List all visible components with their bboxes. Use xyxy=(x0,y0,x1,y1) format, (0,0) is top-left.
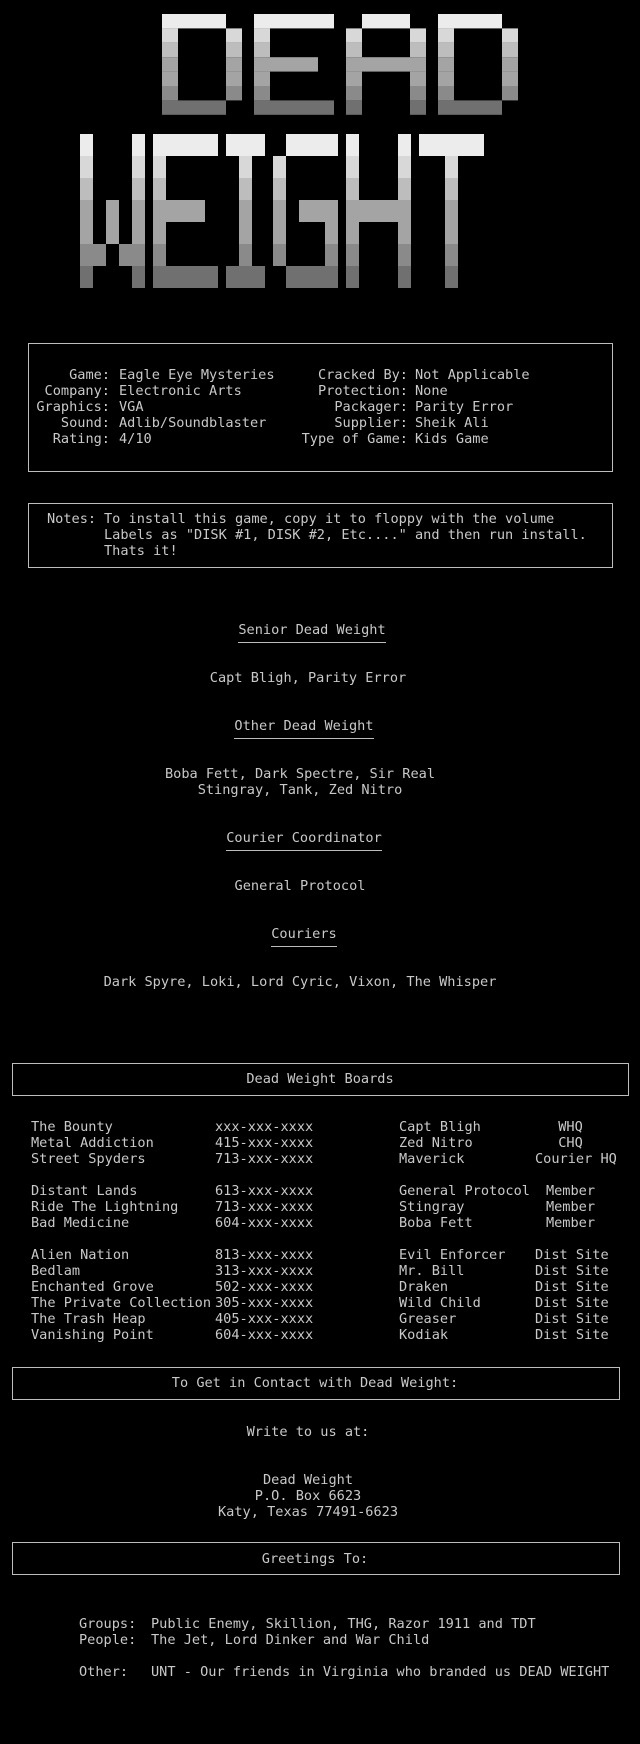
logo-pixel xyxy=(239,222,252,244)
logo-pixel xyxy=(346,28,362,42)
greeting-label: Other: xyxy=(79,1664,129,1680)
board-status: Member xyxy=(545,1183,596,1199)
logo-pixel xyxy=(239,266,252,288)
greeting-value: The Jet, Lord Dinker and War Child xyxy=(151,1632,430,1648)
logo-pixel xyxy=(385,200,398,222)
info-value: VGA xyxy=(119,399,144,415)
logo-pixel xyxy=(438,28,454,42)
logo-pixel xyxy=(273,200,286,222)
logo-pixel xyxy=(359,200,372,222)
logo-pixel xyxy=(166,134,179,156)
notes-label: Notes: xyxy=(47,511,97,527)
logo-pixel xyxy=(438,43,454,57)
logo-pixel xyxy=(132,156,145,178)
info-label: Type of Game: xyxy=(301,431,408,447)
logo-pixel xyxy=(346,134,359,156)
greeting-label: People: xyxy=(79,1632,137,1648)
board-status: WHQ xyxy=(558,1119,583,1135)
info-label: Sound: xyxy=(60,415,110,431)
info-label: Rating: xyxy=(52,431,110,447)
info-value: Kids Game xyxy=(415,431,489,447)
board-name: The Trash Heap xyxy=(31,1311,146,1327)
logo-pixel xyxy=(346,72,362,86)
logo-pixel xyxy=(394,14,410,28)
board-status: Member xyxy=(545,1199,596,1215)
logo-pixel xyxy=(410,72,426,86)
logo-pixel xyxy=(346,244,359,266)
logo-pixel xyxy=(438,86,454,100)
logo-pixel xyxy=(239,178,252,200)
logo-pixel xyxy=(80,266,93,288)
logo-pixel xyxy=(410,43,426,57)
logo-pixel xyxy=(445,266,458,288)
member-heading: Other Dead Weight xyxy=(234,718,373,739)
greeting-value: UNT - Our friends in Virginia who branded us DEAD WEIGHT xyxy=(151,1664,610,1680)
logo-pixel xyxy=(378,14,394,28)
logo-pixel xyxy=(210,14,226,28)
logo-pixel xyxy=(226,72,242,86)
logo-pixel xyxy=(239,134,252,156)
logo-pixel xyxy=(458,134,471,156)
logo-pixel xyxy=(470,14,486,28)
logo-pixel xyxy=(346,200,359,222)
logo-pixel xyxy=(239,156,252,178)
logo-pixel xyxy=(179,200,192,222)
info-label: Protection: xyxy=(317,383,408,399)
logo-pixel xyxy=(394,57,410,71)
board-sysop: Boba Fett xyxy=(399,1215,473,1231)
logo-pixel xyxy=(346,222,359,244)
info-value: Electronic Arts xyxy=(119,383,242,399)
board-name: Enchanted Grove xyxy=(31,1279,154,1295)
logo-pixel xyxy=(410,100,426,114)
logo-pixel xyxy=(179,266,192,288)
logo-pixel xyxy=(226,86,242,100)
info-label: Game: xyxy=(69,367,110,383)
logo-pixel xyxy=(153,200,166,222)
board-name: Vanishing Point xyxy=(31,1327,154,1343)
logo-pixel xyxy=(438,100,454,114)
logo-pixel xyxy=(106,222,119,244)
logo-pixel xyxy=(486,100,502,114)
logo-pixel xyxy=(132,266,145,288)
member-heading-row xyxy=(0,718,624,739)
info-label: Packager: xyxy=(334,399,408,415)
logo-pixel xyxy=(346,156,359,178)
logo-pixel xyxy=(80,200,93,222)
logo-pixel xyxy=(502,43,518,57)
logo-pixel xyxy=(471,134,484,156)
logo-pixel xyxy=(239,244,252,266)
logo-pixel xyxy=(252,134,265,156)
logo-pixel xyxy=(445,200,458,222)
logo-pixel xyxy=(346,100,362,114)
logo-pixel xyxy=(166,200,179,222)
logo-pixel xyxy=(132,134,145,156)
logo-pixel xyxy=(470,100,486,114)
logo-pixel xyxy=(398,222,411,244)
logo-pixel xyxy=(132,178,145,200)
logo-pixel xyxy=(194,14,210,28)
logo-pixel xyxy=(454,100,470,114)
board-phone: 613-xxx-xxxx xyxy=(215,1183,314,1199)
board-status: Dist Site xyxy=(535,1279,609,1295)
info-label: Graphics: xyxy=(36,399,110,415)
logo-pixel xyxy=(286,266,299,288)
board-sysop: Capt Bligh xyxy=(399,1119,481,1135)
logo-pixel xyxy=(254,100,270,114)
board-phone: 405-xxx-xxxx xyxy=(215,1311,314,1327)
logo-pixel xyxy=(80,244,93,266)
logo-pixel xyxy=(254,86,270,100)
logo-pixel xyxy=(325,222,338,244)
logo-pixel xyxy=(362,14,378,28)
greeting-label: Groups: xyxy=(79,1616,137,1632)
logo-pixel xyxy=(270,14,286,28)
logo-pixel xyxy=(445,244,458,266)
logo-pixel xyxy=(445,156,458,178)
logo-pixel xyxy=(372,200,385,222)
board-name: Metal Addiction xyxy=(31,1135,154,1151)
logo-pixel xyxy=(254,43,270,57)
logo-pixel xyxy=(312,200,325,222)
board-phone: 713-xxx-xxxx xyxy=(215,1151,314,1167)
logo-pixel xyxy=(166,266,179,288)
logo-pixel xyxy=(410,86,426,100)
logo-pixel xyxy=(302,57,318,71)
board-name: Alien Nation xyxy=(31,1247,130,1263)
dead-weight-logo xyxy=(0,0,640,300)
board-status: Dist Site xyxy=(535,1311,609,1327)
logo-pixel xyxy=(362,57,378,71)
member-heading: Senior Dead Weight xyxy=(238,622,385,643)
info-value: Adlib/Soundblaster xyxy=(119,415,267,431)
logo-pixel xyxy=(254,72,270,86)
board-sysop: General Protocol xyxy=(399,1183,530,1199)
logo-pixel xyxy=(192,200,205,222)
logo-pixel xyxy=(312,266,325,288)
board-sysop: Maverick xyxy=(399,1151,465,1167)
logo-pixel xyxy=(106,200,119,222)
logo-pixel xyxy=(438,14,454,28)
board-phone: 713-xxx-xxxx xyxy=(215,1199,314,1215)
logo-pixel xyxy=(438,57,454,71)
member-line: Stingray, Tank, Zed Nitro xyxy=(197,782,403,798)
board-status: Dist Site xyxy=(535,1327,609,1343)
logo-pixel xyxy=(286,134,299,156)
logo-pixel xyxy=(226,28,242,42)
board-sysop: Kodiak xyxy=(399,1327,449,1343)
logo-pixel xyxy=(162,28,178,42)
notes-line: Labels as "DISK #1, DISK #2, Etc...." and then run install. xyxy=(104,527,587,543)
logo-pixel xyxy=(119,244,132,266)
board-sysop: Stingray xyxy=(399,1199,465,1215)
logo-pixel xyxy=(502,86,518,100)
notes-line: To install this game, copy it to floppy with the volume xyxy=(104,511,555,527)
logo-pixel xyxy=(286,14,302,28)
logo-pixel xyxy=(398,244,411,266)
board-name: Bad Medicine xyxy=(31,1215,130,1231)
logo-pixel xyxy=(93,244,106,266)
logo-pixel xyxy=(410,57,426,71)
logo-pixel xyxy=(153,222,166,244)
member-line: Capt Bligh, Parity Error xyxy=(209,670,407,686)
logo-pixel xyxy=(226,134,239,156)
address-line: Dead Weight xyxy=(262,1472,354,1488)
logo-pixel xyxy=(445,134,458,156)
logo-pixel xyxy=(132,244,145,266)
logo-pixel xyxy=(80,178,93,200)
board-status: Dist Site xyxy=(535,1247,609,1263)
info-value: Sheik Ali xyxy=(415,415,489,431)
member-line: General Protocol xyxy=(234,878,366,894)
logo-pixel xyxy=(398,266,411,288)
logo-pixel xyxy=(80,134,93,156)
board-status: Dist Site xyxy=(535,1295,609,1311)
logo-pixel xyxy=(325,266,338,288)
logo-pixel xyxy=(398,134,411,156)
logo-pixel xyxy=(80,222,93,244)
logo-pixel xyxy=(273,222,286,244)
logo-pixel xyxy=(273,156,286,178)
info-value: Eagle Eye Mysteries xyxy=(119,367,275,383)
address-line: P.O. Box 6623 xyxy=(254,1488,362,1504)
member-heading-row xyxy=(0,622,632,643)
info-label: Company: xyxy=(44,383,110,399)
logo-pixel xyxy=(346,266,359,288)
board-sysop: Greaser xyxy=(399,1311,457,1327)
logo-pixel xyxy=(153,244,166,266)
logo-pixel xyxy=(153,156,166,178)
logo-pixel xyxy=(178,14,194,28)
logo-pixel xyxy=(445,178,458,200)
logo-pixel xyxy=(162,43,178,57)
logo-pixel xyxy=(432,134,445,156)
member-heading: Courier Coordinator xyxy=(226,830,382,851)
board-name: Street Spyders xyxy=(31,1151,146,1167)
logo-pixel xyxy=(502,57,518,71)
logo-pixel xyxy=(302,100,318,114)
board-phone: 313-xxx-xxxx xyxy=(215,1263,314,1279)
logo-pixel xyxy=(445,222,458,244)
logo-pixel xyxy=(346,178,359,200)
member-heading-row xyxy=(0,926,624,947)
logo-pixel xyxy=(226,43,242,57)
logo-pixel xyxy=(153,266,166,288)
logo-pixel xyxy=(398,178,411,200)
board-name: Bedlam xyxy=(31,1263,81,1279)
board-name: The Private Collection xyxy=(31,1295,212,1311)
logo-pixel xyxy=(438,72,454,86)
logo-pixel xyxy=(205,266,218,288)
board-name: The Bounty xyxy=(31,1119,113,1135)
logo-pixel xyxy=(205,134,218,156)
contact-intro: Write to us at: xyxy=(246,1424,370,1440)
logo-pixel xyxy=(162,57,178,71)
logo-pixel xyxy=(162,14,178,28)
board-phone: 604-xxx-xxxx xyxy=(215,1327,314,1343)
boards-title: Dead Weight Boards xyxy=(246,1071,394,1087)
logo-pixel xyxy=(398,156,411,178)
greeting-value: Public Enemy, Skillion, THG, Razor 1911 and TDT xyxy=(151,1616,536,1632)
logo-pixel xyxy=(286,100,302,114)
logo-pixel xyxy=(226,57,242,71)
logo-pixel xyxy=(286,57,302,71)
info-value: None xyxy=(415,383,448,399)
board-sysop: Evil Enforcer xyxy=(399,1247,506,1263)
logo-pixel xyxy=(318,100,334,114)
logo-pixel xyxy=(254,14,270,28)
logo-pixel xyxy=(346,43,362,57)
member-heading-row xyxy=(0,830,624,851)
info-value: Parity Error xyxy=(415,399,514,415)
logo-pixel xyxy=(299,134,312,156)
logo-pixel xyxy=(325,244,338,266)
logo-pixel xyxy=(312,134,325,156)
member-line: Dark Spyre, Loki, Lord Cyric, Vixon, The Whisper xyxy=(103,974,497,990)
contact-title: To Get in Contact with Dead Weight: xyxy=(171,1375,459,1391)
info-label: Supplier: xyxy=(334,415,408,431)
logo-pixel xyxy=(254,57,270,71)
board-sysop: Draken xyxy=(399,1279,449,1295)
logo-pixel xyxy=(502,72,518,86)
logo-pixel xyxy=(162,72,178,86)
logo-pixel xyxy=(210,100,226,114)
logo-pixel xyxy=(132,222,145,244)
logo-pixel xyxy=(153,178,166,200)
logo-pixel xyxy=(194,100,210,114)
board-phone: 502-xxx-xxxx xyxy=(215,1279,314,1295)
logo-pixel xyxy=(454,14,470,28)
board-status: Member xyxy=(545,1215,596,1231)
logo-pixel xyxy=(80,156,93,178)
greetings-title: Greetings To: xyxy=(261,1551,369,1567)
board-phone: 813-xxx-xxxx xyxy=(215,1247,314,1263)
logo-pixel xyxy=(419,134,432,156)
board-name: Ride The Lightning xyxy=(31,1199,179,1215)
board-name: Distant Lands xyxy=(31,1183,138,1199)
logo-pixel xyxy=(318,14,334,28)
board-phone: 305-xxx-xxxx xyxy=(215,1295,314,1311)
board-sysop: Mr. Bill xyxy=(399,1263,465,1279)
logo-pixel xyxy=(132,200,145,222)
board-status: Dist Site xyxy=(535,1263,609,1279)
member-line: Boba Fett, Dark Spectre, Sir Real xyxy=(164,766,436,782)
member-heading: Couriers xyxy=(271,926,336,947)
logo-pixel xyxy=(192,266,205,288)
board-phone: 415-xxx-xxxx xyxy=(215,1135,314,1151)
logo-pixel xyxy=(302,14,318,28)
logo-pixel xyxy=(299,266,312,288)
logo-pixel xyxy=(325,134,338,156)
logo-pixel xyxy=(239,200,252,222)
board-status: Courier HQ xyxy=(535,1151,617,1167)
logo-pixel xyxy=(153,134,166,156)
logo-pixel xyxy=(162,100,178,114)
info-value: 4/10 xyxy=(119,431,152,447)
logo-pixel xyxy=(270,57,286,71)
board-phone: xxx-xxx-xxxx xyxy=(215,1119,314,1135)
info-label: Cracked By: xyxy=(317,367,408,383)
logo-pixel xyxy=(270,100,286,114)
board-status: CHQ xyxy=(558,1135,583,1151)
logo-pixel xyxy=(398,200,411,222)
logo-pixel xyxy=(410,28,426,42)
logo-pixel xyxy=(162,86,178,100)
logo-pixel xyxy=(273,244,286,266)
info-value: Not Applicable xyxy=(415,367,530,383)
logo-pixel xyxy=(378,57,394,71)
logo-pixel xyxy=(179,134,192,156)
logo-pixel xyxy=(346,86,362,100)
logo-pixel xyxy=(273,178,286,200)
board-sysop: Zed Nitro xyxy=(399,1135,473,1151)
board-phone: 604-xxx-xxxx xyxy=(215,1215,314,1231)
logo-pixel xyxy=(502,28,518,42)
logo-pixel xyxy=(252,266,265,288)
logo-pixel xyxy=(325,200,338,222)
address-line: Katy, Texas 77491-6623 xyxy=(217,1504,399,1520)
logo-pixel xyxy=(486,14,502,28)
logo-pixel xyxy=(254,28,270,42)
logo-pixel xyxy=(226,266,239,288)
logo-pixel xyxy=(178,100,194,114)
notes-line: Thats it! xyxy=(104,543,178,559)
logo-pixel xyxy=(346,57,362,71)
logo-pixel xyxy=(192,134,205,156)
logo-pixel xyxy=(299,200,312,222)
board-sysop: Wild Child xyxy=(399,1295,481,1311)
